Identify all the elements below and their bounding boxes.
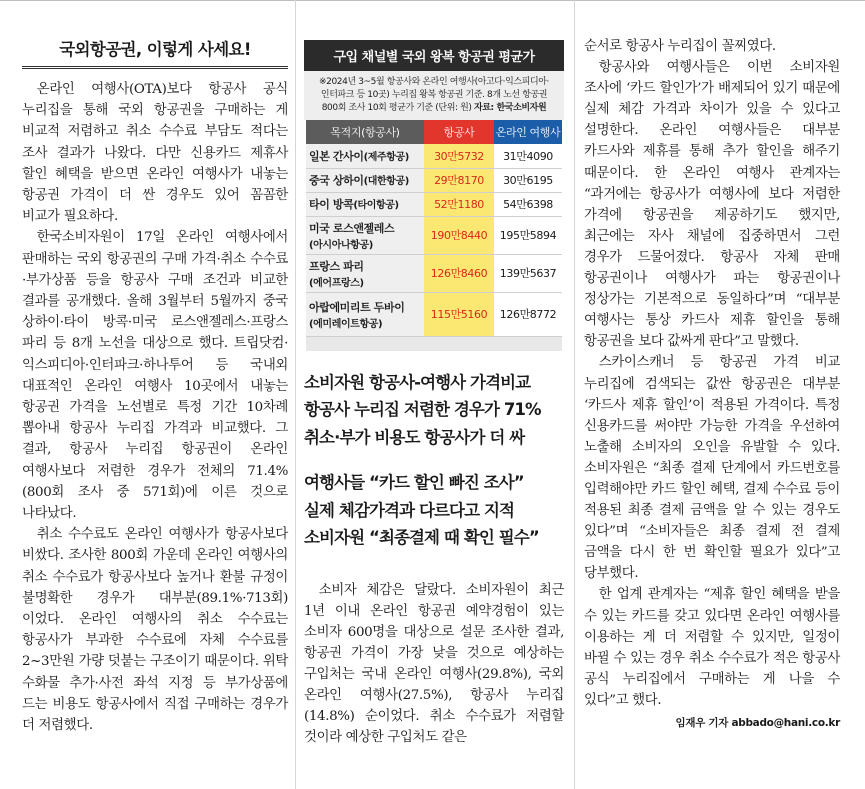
destination-name: 타이 방콕 [309, 198, 354, 211]
article-paragraph: 온라인 여행사(OTA)보다 항공사 공식 누리집을 통해 국외 항공권을 구매하는 게 비교적 저렴하고 취소 수수료 부담도 적다는 조사 결과가 나왔다. 다만 신용카드 제휴사 할인 혜택을 받으면 온라인 여행사가 내놓는 항공권 가격이 더 싼 경우도 있어 꼼꼼한 비교가 필요하다. [22, 82, 288, 225]
fare-table-source: 자료: 한국소비자원 [473, 103, 547, 113]
column-divider-left [295, 0, 296, 789]
header-destination: 목적지(항공사) [306, 120, 424, 144]
destination-name: 일본 간사이 [309, 149, 364, 163]
table-row [306, 292, 562, 336]
fare-table-note-line: ※2024년 3~5월 항공사와 온라인 여행사(아고다·익스피디아· [319, 77, 549, 87]
middle-column [304, 0, 564, 748]
headline-line: 취소·부가 비용도 항공사가 더 싸 [304, 427, 525, 447]
ota-price: 31만4090 [494, 144, 562, 168]
fare-table [306, 120, 562, 337]
destination-cell [306, 254, 424, 292]
ota-price: 126만8772 [494, 292, 562, 336]
article-paragraph: 항공사와 여행사들은 이번 소비자원 조사에 ‘카드 할인가’가 배제되어 있기 때문에 실제 체감 가격과 차이가 있을 수 있다고 설명한다. 온라인 여행사들은 대부분 카드사와 제휴를 통해 추가 할인을 해주기 때문이다. 한 온라인 여행사 관계자는 “과거에는 항공사가 여행사에 보다 저렴한 가격에 항공권을 제공하기도 했지만, 최근에는 자사 채널에 집중하면서 그런 경우가 드물어졌다. 항공사 자체 판매 항공권이나 여행사가 파는 항공권이나 정상가는 기본적으로 동일하다”며 “대부분 여행사는 통상 카드사 제휴 할인을 통해 항공권을 보다 값싸게 판다”고 말했다. [584, 60, 840, 350]
destination-name: 미국 로스앤젤레스 [309, 221, 395, 235]
destination-name: 중국 상하이 [309, 174, 364, 187]
header-ota: 온라인 여행사 [494, 120, 562, 144]
fare-table-note-line: 인터파크 등 10곳) 누리집 왕복 항공권 기준. 8개 노선 항공권 [320, 90, 548, 100]
table-row [306, 192, 562, 216]
article-paragraph: 한 업계 관계자는 “제휴 할인 혜택을 받을 수 있는 카드를 갖고 있다면 온라인 여행사를 이용하는 게 더 저렴할 수 있지만, 일정이 바뀔 수 있는 경우 취소 수수료가 적은 항공사 공식 누리집에서 구매하는 게 나을 수 있다”고 했다. [584, 587, 840, 708]
table-row [306, 168, 562, 192]
airline-price: 29만8170 [424, 168, 494, 192]
article-paragraph: 순서로 항공사 누리집이 꼴찌였다. [584, 39, 776, 54]
airline-price: 52만1180 [424, 192, 494, 216]
fare-table-footer [306, 337, 562, 351]
airline-price: 115만5160 [424, 292, 494, 336]
fare-table-note [304, 71, 564, 120]
headline-line: 소비자원 “최종결제 때 확인 필수” [304, 528, 539, 547]
airline-price: 190만8440 [424, 216, 494, 254]
destination-cell [306, 144, 424, 168]
article-paragraph: 스카이스캐너 등 항공권 가격 비교 누리집에 검색되는 값싼 항공권은 대부분 ‘카드사 제휴 할인’이 적용된 가격이다. 특정 신용카드를 써야만 가능한 가격을 우선하여 노출해 소비자의 오인을 유발할 수 있다. 소비자원은 “최종 결제 단계에서 카드번호를 입력해야만 카드 할인 혜택, 결제 수수료 등이 적용된 최종 결제 금액을 알 수 있는 경우도 있다”며 “소비자들은 최종 결제 전 결제 금액을 다시 한 번 확인할 필요가 있다”고 당부했다. [584, 355, 840, 582]
destination-cell [306, 292, 424, 336]
destination-airline: (대한항공) [363, 176, 409, 187]
column-divider-right [574, 0, 575, 789]
destination-airline: (아시아나항공) [309, 239, 373, 251]
airline-price: 126만8460 [424, 254, 494, 292]
byline: 임재우 기자 abbado@hani.co.kr [675, 717, 840, 729]
ota-price: 139만5637 [494, 254, 562, 292]
destination-name: 아랍에미리트 두바이 [309, 300, 405, 314]
destination-airline: (제주항공) [363, 151, 409, 163]
table-row [306, 254, 562, 292]
airline-price: 30만5732 [424, 144, 494, 168]
fare-table-note-line [312, 102, 556, 115]
ota-price: 54만6398 [494, 192, 562, 216]
fare-table-header-row [306, 120, 562, 144]
headline-block [304, 369, 564, 552]
article-paragraph: 취소 수수료도 온라인 여행사가 항공사보다 비쌌다. 조사한 800회 가운데 온라인 여행사의 취소 수수료가 항공사보다 높거나 환불 규정이 불명확한 경우가 대부분(89.1%·713회)이었다. 온라인 여행사의 취소 수수료는 항공사가 부과한 수수료에 자체 수수료를 2~3만원 가량 덧붙는 구조이기 때문이다. 위탁 수화물 추가·사전 좌석 지정 등 부가상품에 드는 비용도 항공사에서 직접 구매하는 경우가 더 저렴했다. [22, 527, 288, 734]
table-row [306, 216, 562, 254]
right-column [584, 0, 840, 730]
fare-table-note-line-3: 800회 조사 10회 평균가 기준 (단위: 원) [321, 103, 472, 113]
destination-airline: (타이항공) [353, 200, 399, 211]
article-paragraph: 소비자 체감은 달랐다. 소비자원이 최근 1년 이내 온라인 항공권 예약경험이 있는 소비자 600명을 대상으로 설문 조사한 결과, 항공권 가격이 가장 낮을 것으로 예상하는 구입처는 국내 온라인 여행사(29.8%), 국외 온라인 여행사(27.5%), 항공사 누리집(14.8%) 순이었다. 취소 수수료가 저렴할 것이라 예상한 구입처도 같은 [304, 582, 564, 746]
headline-line: 여행사들 “카드 할인 빠진 조사” [304, 473, 524, 492]
left-column [22, 0, 288, 736]
fare-table-title: 구입 채널별 국외 왕복 항공권 평균가 [304, 40, 564, 71]
destination-airline: (에어프랑스) [309, 277, 364, 289]
table-row [306, 144, 562, 168]
headline-line: 실제 체감가격과 다르다고 지적 [304, 500, 515, 520]
destination-cell [306, 168, 424, 192]
destination-cell [306, 192, 424, 216]
article-paragraph: 한국소비자원이 17일 온라인 여행사에서 판매하는 국외 항공권의 구매 가격·취소 수수료·부가상품 등을 항공사 구매 조건과 비교한 결과를 공개했다. 올해 3월부터 5월까지 중국 상하이·타이 방콕·미국 로스앤젤레스·프랑스 파리 등 8개 노선을 대상으로 했다. 트립닷컴·익스피디아·인터파크·하나투어 등 국내외 대표적인 온라인 여행사 10곳에서 내놓는 항공권 가격을 노선별로 특정 기간 10차례 뽑아내 항공사 누리집 가격과 비교했다. 그 결과, 항공사 누리집 항공권이 온라인 여행사보다 저렴한 경우가 전체의 71.4%(800회 조사 중 571회)에 이른 것으로 나타났다. [22, 230, 288, 522]
destination-name: 프랑스 파리 [309, 259, 364, 273]
destination-cell [306, 216, 424, 254]
headline-line: 항공사 누리집 저렴한 경우가 71% [304, 400, 541, 419]
ota-price: 195만5894 [494, 216, 562, 254]
box-title: 국외항공권, 이렇게 사세요! [22, 36, 288, 69]
header-airline: 항공사 [424, 120, 494, 144]
headline-line: 소비자원 항공사-여행사 가격비교 [304, 372, 531, 392]
destination-airline: (에미레이트항공) [309, 318, 383, 330]
ota-price: 30만6195 [494, 168, 562, 192]
